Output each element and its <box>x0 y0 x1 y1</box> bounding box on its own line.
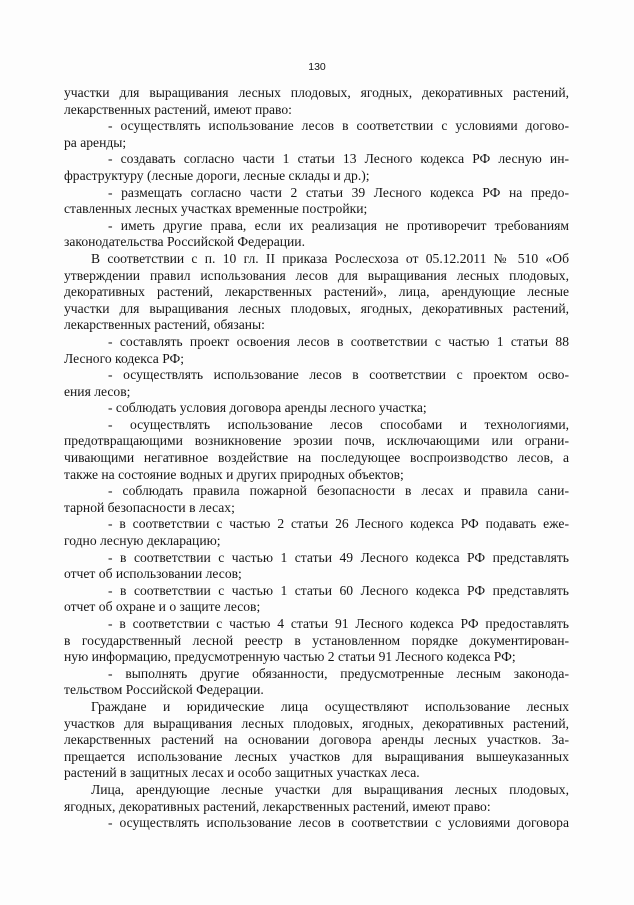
text-line: законодательства Российской Федерации. <box>64 234 305 250</box>
text-line: Лесного кодекса РФ; <box>64 350 185 366</box>
text-line: чивающими негативное воздействие на последующее воспроизводство лесов, а <box>64 450 569 466</box>
text-line: ставленных лесных участках временные постройки; <box>64 201 368 217</box>
page-number: 130 <box>308 61 326 73</box>
text-line: лекарственных растений на основании договора аренды лесных участков. За- <box>64 732 569 748</box>
text-line: в государственный лесной реестр в установленном порядке документирован- <box>64 632 569 648</box>
text-line: - соблюдать правила пожарной безопасности в лесах и правила сани- <box>108 483 569 499</box>
text-line: - в соответствии с частью 2 статьи 26 Лесного кодекса РФ подавать еже- <box>108 516 569 532</box>
text-line: тельством Российской Федерации. <box>64 682 264 698</box>
text-line: - создавать согласно части 1 статьи 13 Лесного кодекса РФ лесную ин- <box>108 151 569 167</box>
text-line: ягодных, декоративных растений, лекарственных растений, имеют право: <box>64 798 491 814</box>
text-line: - составлять проект освоения лесов в соответствии с частью 1 статьи 88 <box>108 333 569 349</box>
text-line: декоративных растений, лекарственных растений», лица, арендующие лесные <box>64 284 569 300</box>
text-line: предотвращающими возникновение эрозии почв, исключающими или ограни- <box>64 433 569 449</box>
text-line: Лица, арендующие лесные участки для выращивания лесных плодовых, <box>91 781 569 797</box>
text-line: годно лесную декларацию; <box>64 533 221 549</box>
text-line: - размещать согласно части 2 статьи 39 Лесного кодекса РФ на предо- <box>108 184 569 200</box>
text-line: также на состояние водных и других природных объектов; <box>64 466 404 482</box>
text-line: отчет об использовании лесов; <box>64 566 242 582</box>
text-line: утверждении правил использования лесов для выращивания лесных плодовых, <box>64 267 569 283</box>
text-line: - соблюдать условия договора аренды лесного участка; <box>108 400 427 416</box>
text-line: - осуществлять использование лесов в соответствии с проектом осво- <box>108 367 569 383</box>
text-line: - в соответствии с частью 1 статьи 60 Лесного кодекса РФ представлять <box>108 582 569 598</box>
text-line: Граждане и юридические лица осуществляют использование лесных <box>91 698 569 714</box>
text-line: - осуществлять использование лесов в соответствии с условиями догово- <box>108 118 569 134</box>
text-line: - осуществлять использование лесов в соответствии с условиями договора <box>108 815 569 831</box>
text-line: участков для выращивания лесных плодовых, ягодных, декоративных растений, <box>64 715 569 731</box>
text-line: ения лесов; <box>64 383 131 399</box>
text-line: фраструктуру (лесные дороги, лесные склады и др.); <box>64 167 370 183</box>
text-line: отчет об охране и о защите лесов; <box>64 599 261 615</box>
text-line: - выполнять другие обязанности, предусмотренные лесным законода- <box>108 665 569 681</box>
text-line: - в соответствии с частью 1 статьи 49 Лесного кодекса РФ представлять <box>108 549 569 565</box>
text-line: растений в защитных лесах и особо защитных участках леса. <box>64 765 420 781</box>
text-line: - осуществлять использование лесов способами и технологиями, <box>108 416 569 432</box>
text-line: - иметь другие права, если их реализация не противоречит требованиям <box>108 217 569 233</box>
text-line: участки для выращивания лесных плодовых, ягодных, декоративных растений, <box>64 300 569 316</box>
document-body <box>64 85 569 832</box>
text-line: участки для выращивания лесных плодовых, ягодных, декоративных растений, <box>64 85 569 100</box>
text-line: В соответствии с п. 10 гл. II приказа Рослесхоза от 05.12.2011 № 510 «Об <box>91 250 569 266</box>
text-line: лекарственных растений, имеют право: <box>64 101 292 117</box>
text-line: тарной безопасности в лесах; <box>64 499 235 515</box>
text-line: ра аренды; <box>64 134 127 150</box>
text-line: ную информацию, предусмотренную частью 2 статьи 91 Лесного кодекса РФ; <box>64 649 516 665</box>
text-line: лекарственных растений, обязаны: <box>64 317 265 333</box>
text-line: - в соответствии с частью 4 статьи 91 Лесного кодекса РФ предоставлять <box>108 616 569 631</box>
text-line: прещается использование лесных участков для выращивания вышеуказанных <box>64 748 569 764</box>
